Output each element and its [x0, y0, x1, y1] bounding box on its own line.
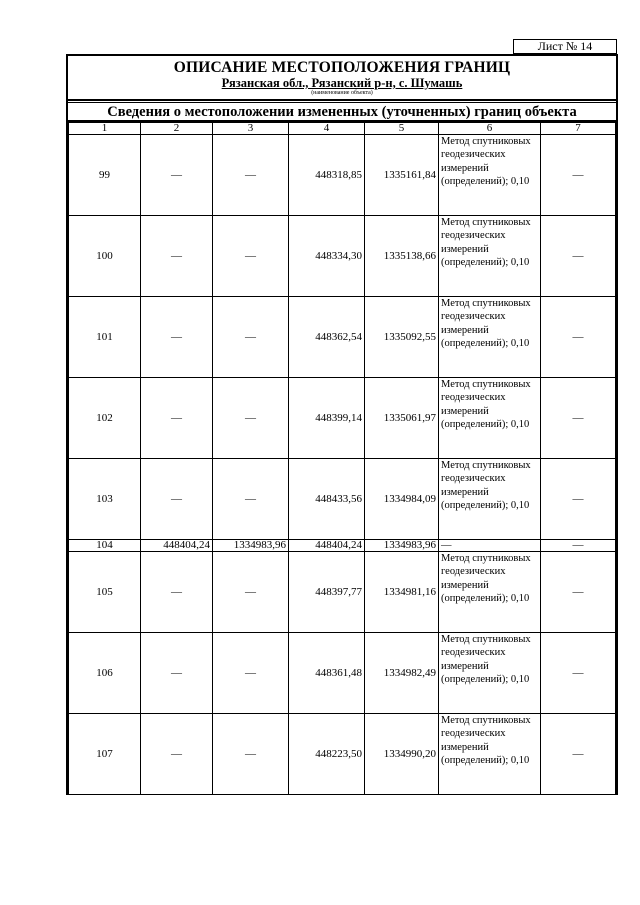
existing-y-cell: —: [213, 714, 289, 795]
document-frame: [66, 54, 618, 795]
existing-x-cell: —: [141, 552, 213, 633]
existing-x-cell: —: [141, 216, 213, 297]
new-y-cell: 1334982,49: [365, 633, 439, 714]
description-cell: —: [541, 540, 616, 552]
new-y-cell: 1335061,97: [365, 378, 439, 459]
coordinates-table: [68, 122, 616, 795]
sheet-number: Лист № 14: [513, 39, 617, 54]
new-y-cell: 1334983,96: [365, 540, 439, 552]
table-row: [69, 297, 616, 378]
new-y-cell: 1334990,20: [365, 714, 439, 795]
description-cell: —: [541, 459, 616, 540]
point-number-cell: 105: [69, 552, 141, 633]
table-body: [69, 135, 616, 795]
method-cell: Метод спутниковых геодезических измерений (определений); 0,10: [439, 135, 541, 216]
document-title: ОПИСАНИЕ МЕСТОПОЛОЖЕНИЯ ГРАНИЦ: [173, 59, 511, 76]
method-cell: Метод спутниковых геодезических измерений (определений); 0,10: [439, 378, 541, 459]
method-cell: Метод спутниковых геодезических измерений (определений); 0,10: [439, 633, 541, 714]
method-cell: Метод спутниковых геодезических измерений (определений); 0,10: [439, 216, 541, 297]
existing-y-cell: —: [213, 135, 289, 216]
column-number: 2: [141, 123, 213, 135]
method-cell: —: [439, 540, 541, 552]
point-number-cell: 102: [69, 378, 141, 459]
table-row: [69, 552, 616, 633]
new-x-cell: 448318,85: [289, 135, 365, 216]
new-x-cell: 448223,50: [289, 714, 365, 795]
existing-y-cell: —: [213, 378, 289, 459]
table-row: [69, 540, 616, 552]
method-cell: Метод спутниковых геодезических измерений (определений); 0,10: [439, 297, 541, 378]
new-y-cell: 1334984,09: [365, 459, 439, 540]
point-number-cell: 99: [69, 135, 141, 216]
point-number-cell: 107: [69, 714, 141, 795]
point-number-cell: 103: [69, 459, 141, 540]
point-number-cell: 101: [69, 297, 141, 378]
description-cell: —: [541, 297, 616, 378]
existing-y-cell: —: [213, 552, 289, 633]
new-x-cell: 448399,14: [289, 378, 365, 459]
new-x-cell: 448361,48: [289, 633, 365, 714]
method-cell: Метод спутниковых геодезических измерений (определений); 0,10: [439, 552, 541, 633]
description-cell: —: [541, 714, 616, 795]
table-row: [69, 216, 616, 297]
table-row: [69, 459, 616, 540]
new-x-cell: 448433,56: [289, 459, 365, 540]
object-locality: Рязанская обл., Рязанский р-н, с. Шумашь: [221, 76, 463, 90]
column-number: 3: [213, 123, 289, 135]
description-cell: —: [541, 552, 616, 633]
new-x-cell: 448397,77: [289, 552, 365, 633]
existing-x-cell: 448404,24: [141, 540, 213, 552]
existing-x-cell: —: [141, 297, 213, 378]
new-y-cell: 1335161,84: [365, 135, 439, 216]
new-x-cell: 448362,54: [289, 297, 365, 378]
column-number: 6: [439, 123, 541, 135]
existing-x-cell: —: [141, 459, 213, 540]
new-y-cell: 1334981,16: [365, 552, 439, 633]
existing-y-cell: —: [213, 297, 289, 378]
column-number: 7: [541, 123, 616, 135]
column-number: 4: [289, 123, 365, 135]
document-header: [68, 56, 616, 101]
table-row: [69, 378, 616, 459]
description-cell: —: [541, 216, 616, 297]
description-cell: —: [541, 135, 616, 216]
point-number-cell: 100: [69, 216, 141, 297]
section-title: Сведения о местоположении измененных (уточненных) границ объекта: [68, 102, 616, 122]
column-number: 5: [365, 123, 439, 135]
new-x-cell: 448334,30: [289, 216, 365, 297]
existing-x-cell: —: [141, 633, 213, 714]
existing-y-cell: —: [213, 633, 289, 714]
new-y-cell: 1335138,66: [365, 216, 439, 297]
table-row: [69, 135, 616, 216]
existing-x-cell: —: [141, 378, 213, 459]
description-cell: —: [541, 378, 616, 459]
method-cell: Метод спутниковых геодезических измерений (определений); 0,10: [439, 459, 541, 540]
object-locality-caption: (наименование объекта): [311, 90, 373, 96]
existing-y-cell: —: [213, 459, 289, 540]
existing-x-cell: —: [141, 714, 213, 795]
table-row: [69, 714, 616, 795]
new-x-cell: 448404,24: [289, 540, 365, 552]
table-row: [69, 633, 616, 714]
new-y-cell: 1335092,55: [365, 297, 439, 378]
description-cell: —: [541, 633, 616, 714]
column-number-row: [69, 123, 616, 135]
existing-x-cell: —: [141, 135, 213, 216]
existing-y-cell: —: [213, 216, 289, 297]
existing-y-cell: 1334983,96: [213, 540, 289, 552]
column-number: 1: [69, 123, 141, 135]
method-cell: Метод спутниковых геодезических измерений (определений); 0,10: [439, 714, 541, 795]
point-number-cell: 106: [69, 633, 141, 714]
point-number-cell: 104: [69, 540, 141, 552]
